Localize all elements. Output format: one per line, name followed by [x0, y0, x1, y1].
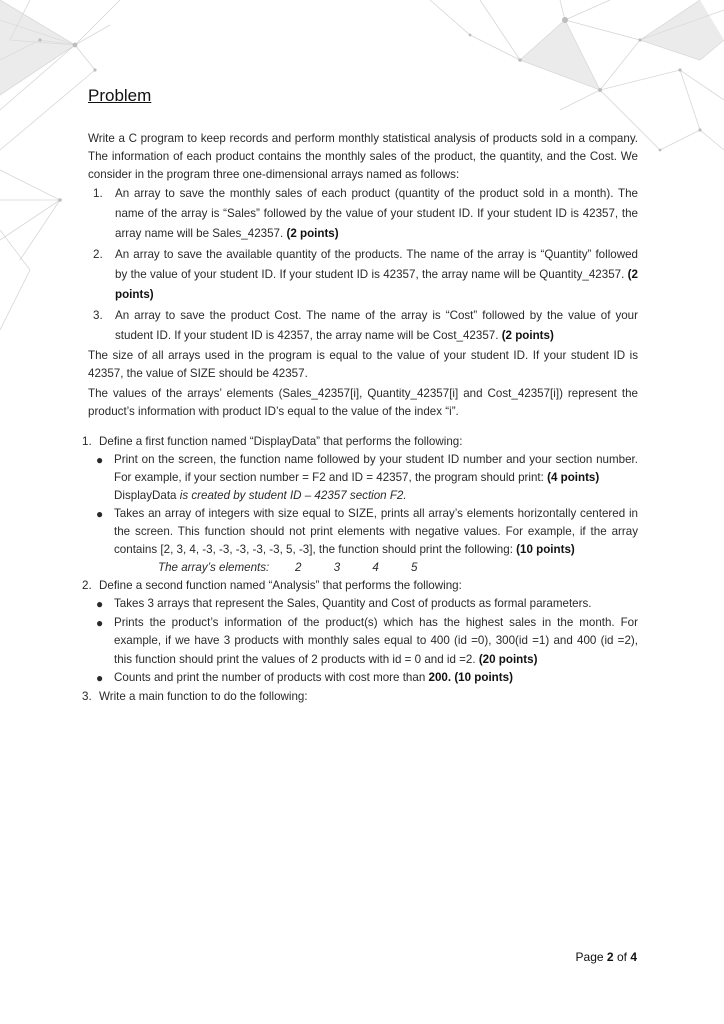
footer-page-total: 4: [630, 950, 637, 964]
page-footer: [576, 950, 637, 964]
list-item: [88, 614, 638, 670]
task-heading: Define a second function named “Analysis” that performs the following:: [99, 579, 462, 592]
list-item-number: 3.: [93, 309, 103, 322]
bullet-text: Prints the product’s information of the product(s) which has the highest sales in the month. For example, if we have 3 products with monthly sales equal to 400 (id =0), 300(id =1) and 400 (id =2), this function should print the values of 2 products with id = 0 and id =2.: [114, 615, 638, 666]
points-label: (2 points): [115, 268, 638, 301]
list-item-text: An array to save the available quantity of the products. The name of the array is “Quantity” followed by the value of your student ID. If your student ID is 42357, the array name will be Quantity_42357.: [115, 248, 638, 281]
footer-of-label: of: [616, 950, 627, 964]
task-2-bullets: [88, 595, 638, 688]
footer-page-label: Page: [575, 950, 604, 964]
points-label: (4 points): [547, 471, 600, 484]
elements-label: The array’s elements:: [158, 561, 270, 574]
list-item: [88, 184, 638, 244]
task-number: 2.: [82, 579, 92, 592]
list-item: [88, 595, 638, 614]
output-command: DisplayData: [114, 489, 177, 502]
points-label: (20 points): [478, 652, 538, 666]
bullet-icon: ●: [96, 671, 104, 685]
points-label: (2 points): [286, 227, 339, 240]
list-item: [88, 451, 638, 505]
task-1-bullets: [88, 451, 638, 559]
bullet-text: Counts and print the number of products with cost more than: [114, 671, 426, 684]
list-item: [88, 306, 638, 346]
bullet-icon: ●: [96, 453, 104, 467]
task-heading: Write a main function to do the following:: [99, 689, 308, 703]
size-note: The size of all arrays used in the program is equal to the value of your student ID. If your student ID is 42357, the value of SIZE should be 42357.: [88, 349, 638, 380]
list-item-number: 2.: [93, 248, 103, 261]
list-item: [88, 505, 638, 559]
footer-page-number: 2: [606, 950, 614, 964]
intro-paragraph: Write a C program to keep records and perform monthly statistical analysis of products sold in a company. The information of each product contains the monthly sales of the product, the quantity, and the Cost. We consider in the program three one-dimensional arrays named as follows:: [88, 132, 638, 181]
elements-values: 2 3 4 5: [295, 561, 418, 574]
values-note: The values of the arrays’ elements (Sales_42357[i], Quantity_42357[i] and Cost_42357[i]) represent the product’s information with product ID’s equal to the value of the index “i”.: [88, 387, 638, 418]
cost-threshold: 200.: [428, 671, 452, 684]
task-number: 1.: [82, 435, 92, 448]
array-elements-example: [88, 559, 638, 577]
points-label: (2 points): [501, 329, 554, 342]
list-item: [88, 245, 638, 305]
bullet-icon: ●: [96, 615, 104, 630]
points-label: (10 points): [516, 543, 575, 556]
list-item: [88, 669, 638, 688]
list-item-number: 1.: [93, 187, 103, 200]
bullet-text: Takes 3 arrays that represent the Sales, Quantity and Cost of products as formal parameters.: [114, 597, 592, 610]
arrays-list: [88, 184, 638, 346]
document-body: [82, 84, 638, 706]
task-1: [82, 433, 638, 451]
bullet-text: Print on the screen, the function name followed by your student ID number and your section number. For example, if your section number = F2 and ID = 42357, the program should print:: [114, 453, 638, 484]
task-2: [82, 577, 638, 595]
output-text: is created by student ID – 42357 section F2.: [179, 489, 407, 502]
page-title: Problem: [88, 86, 152, 105]
points-label: (10 points): [454, 671, 513, 684]
bullet-icon: ●: [96, 507, 104, 521]
task-number: 3.: [82, 689, 92, 703]
bullet-icon: ●: [96, 597, 104, 611]
task-heading: Define a first function named “DisplayData” that performs the following:: [99, 435, 463, 448]
list-item-text: An array to save the monthly sales of each product (quantity of the product sold in a month). The name of the array is “Sales” followed by the value of your student ID. If your student ID is 42357, the array name will be Sales_42357.: [115, 187, 638, 240]
task-3: [82, 688, 638, 706]
list-item-text: An array to save the product Cost. The name of the array is “Cost” followed by the value of your student ID. If your student ID is 42357, the array name will be Cost_42357.: [115, 309, 638, 342]
bullet-text: Takes an array of integers with size equal to SIZE, prints all array’s elements horizontally centered in the screen. This function should not print elements with negative values. For example, if the array contains [2, 3, 4, -3, -3, -3, -3, -3, 5, -3], the function should print the following:: [114, 507, 638, 556]
